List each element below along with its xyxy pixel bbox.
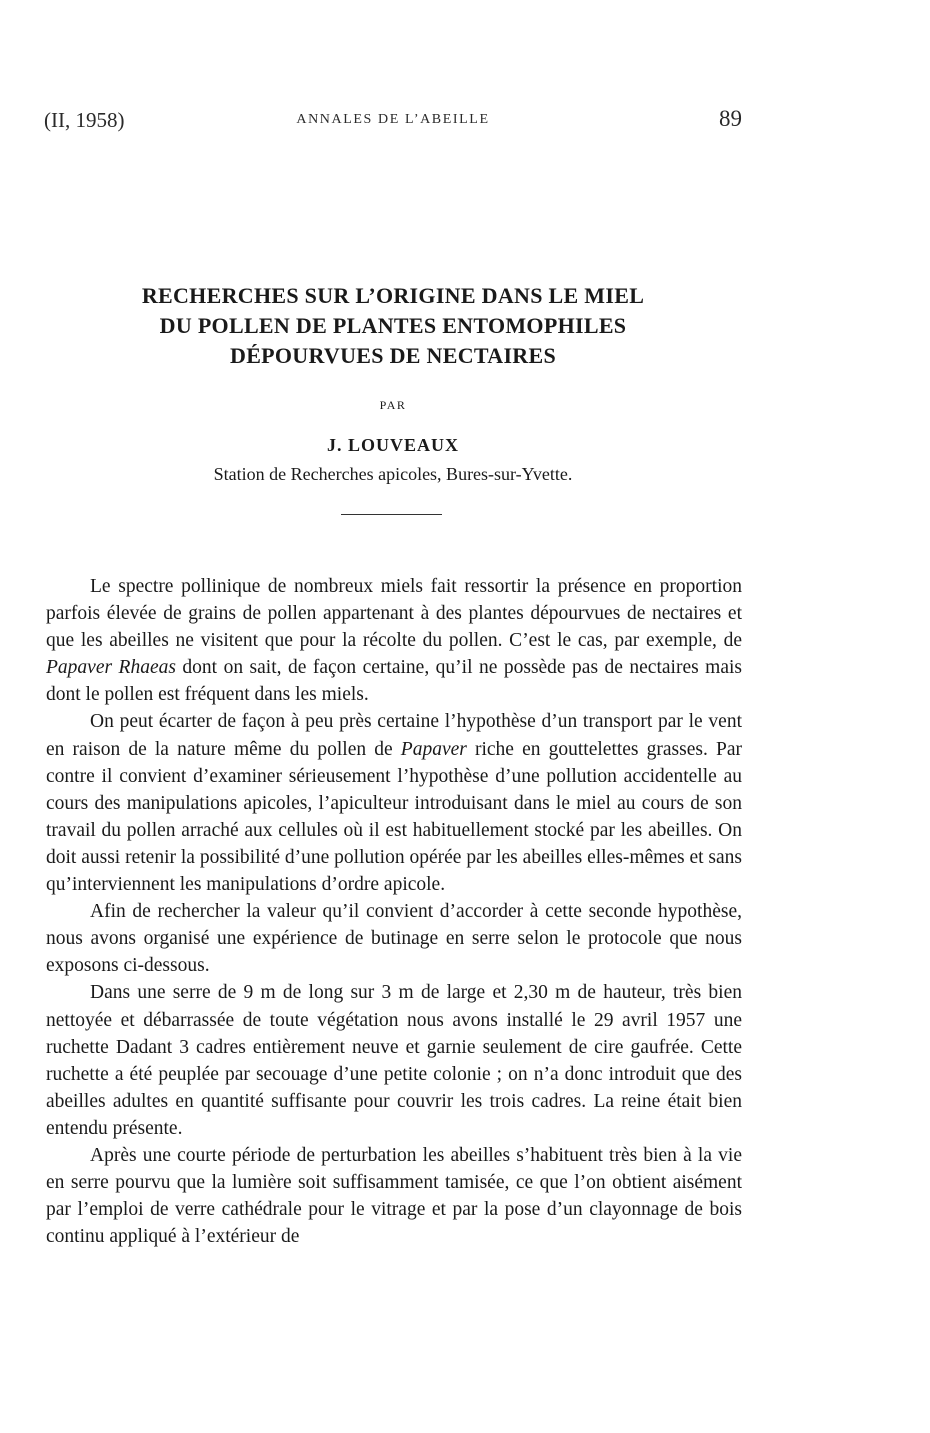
journal-name: ANNALES DE L’ABEILLE	[296, 112, 490, 127]
paragraph	[46, 573, 742, 708]
species-name: Papaver Rhaeas	[46, 657, 176, 679]
title-line: DÉPOURVUES DE NECTAIRES	[230, 343, 556, 368]
genus-name: Papaver	[400, 738, 467, 760]
paragraph	[46, 708, 742, 898]
paragraph-text: dont on sait, de façon certaine, qu’il ne possède pas de nectaires mais dont le pollen est fréquent dans les miels.	[46, 657, 742, 706]
title-line: RECHERCHES SUR L’ORIGINE DANS LE MIEL	[141, 283, 645, 308]
paragraph: Dans une serre de 9 m de long sur 3 m de large et 2,30 m de hauteur, très bien nettoyée et débarrassée de toute végétation nous avons installé le 29 avril 1957 une ruchette Dadant 3 cadres entièrement neuve et garnie seulement de cire gaufrée. Cette ruchette a été peuplée par secouage d’une petite colonie ; on n’a donc introduit que des abeilles adultes en quantité suffisante pour couvrir les trois cadres. La reine était bien entendu présente.	[46, 982, 742, 1139]
running-head	[44, 108, 742, 138]
separator-rule	[341, 514, 442, 515]
paragraph-text: On peut écarter de façon à peu près certaine l’hypothèse d’un transport par le vent en raison de la nature même du pollen de	[46, 711, 742, 760]
author-name: J. LOUVEAUX	[326, 435, 459, 455]
article-title	[44, 281, 742, 371]
title-line: DU POLLEN DE PLANTES ENTOMOPHILES	[159, 313, 627, 338]
volume-year: (II, 1958)	[44, 108, 125, 132]
page-number: 89	[719, 106, 742, 131]
by-line: PAR	[379, 398, 407, 412]
paragraph-text: Le spectre pollinique de nombreux miels fait ressortir la présence en proportion parfois élevée de grains de pollen appartenant à des plantes dépourvues de nectaires et que les abeilles ne visitent que pour la récolte du pollen. C’est le cas, par exemple, de	[46, 576, 742, 652]
author-affiliation: Station de Recherches apicoles, Bures-sur-Yvette.	[213, 464, 573, 484]
paragraph: Après une courte période de perturbation les abeilles s’habituent très bien à la vie en serre pourvu que la lumière soit suffisamment tamisée, ce que l’on obtient aisément par l’emploi de verre cathédrale pour le vitrage et par la pose d’un clayonnage de bois continu appliqué à l’extérieur de	[46, 1144, 742, 1248]
paragraph: Afin de rechercher la valeur qu’il convient d’accorder à cette seconde hypothèse, nous avons organisé une expérience de butinage en serre selon le protocole que nous exposons ci-dessous.	[46, 901, 742, 977]
article-body	[46, 573, 742, 1250]
paragraph-text: riche en gouttelettes grasses. Par contre il convient d’examiner sérieusement l’hypothèse d’une pollution accidentelle au cours des manipulations apicoles, l’apiculteur introduisant dans le miel au cours de son travail du pollen arraché aux cellules où il est habituellement stocké par les abeilles. On doit aussi retenir la possibilité d’une pollution opérée par les abeilles elles-mêmes et sans qu’interviennent les manipulations d’ordre apicole.	[46, 738, 742, 896]
